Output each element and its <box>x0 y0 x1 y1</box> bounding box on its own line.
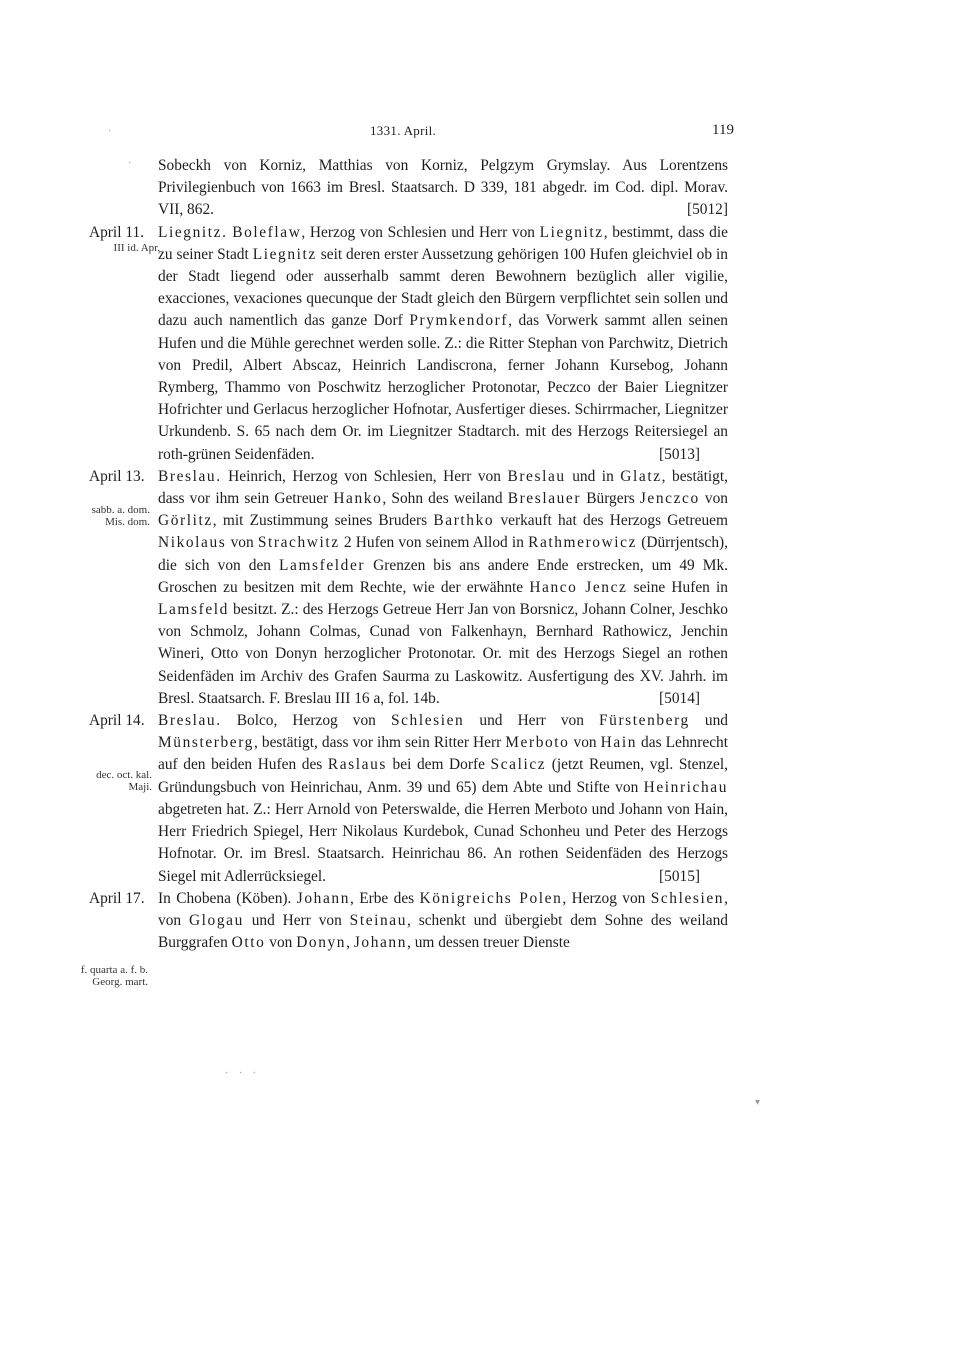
spaced-name: Jenczco <box>639 490 700 508</box>
entry-text: verkauft hat des Herzogs Getreuem <box>494 512 728 530</box>
entry-text: und Herr von <box>464 712 599 730</box>
entry-text: 2 Hufen von seinem Allod in <box>339 534 529 552</box>
entry-text: und in <box>565 467 621 485</box>
entry-place: Breslau. <box>158 467 222 485</box>
entry-text: und Herr von <box>243 911 350 929</box>
spaced-name: Merboto <box>505 734 570 752</box>
entry-text: , Erbe des <box>349 889 420 907</box>
spaced-name: Steinau <box>349 911 408 929</box>
entry-text: besitzt. Z.: des Herzogs Getreue Herr Jan von Borsnicz, Johann Colner, Jeschko von Schmolz, Johann Colmas, Cunad von Falkenhayn, Bernhard Rathowicz, Jenchin Wineri, Otto von Donyn herzoglicher Protonotar. Or. mit des Herzogs Siegel an rothen Seidenfäden im Archiv des Grafen Saurma zu Laskowitz. Ausfertigung des XV. Jahrh. im Bresl. Staatsarch. F. Breslau III 16 a, fol. 14b. <box>158 601 728 707</box>
entry-text: Heinrich, Herzog von Schlesien, Herr von <box>221 467 508 485</box>
entry-text: , mit Zustimmung seines Bruders <box>212 512 434 530</box>
entry-text: , das Vorwerk sammt allen seinen Hufen und die Mühle gerechnet werden solle. Z.: die Ritter Stephan von Parchwitz, Dietrich von Predil, Albert Abscaz, Heinrich Landiscrona, ferner Johann Kursebog, Johann Rymberg, Thammo von Poschwitz herzoglicher Protonotar, Peczco der Baier Liegnitzer Hofrichter und Gerlacus herzoglicher Hofnotar, Ausfertiger dieses. Schirrmacher, Liegnitzer Urkundenb. S. 65 nach dem Or. im Liegnitzer Stadtarch. mit des Herzogs Reitersiegel an roth-grünen Seidenfäden. <box>158 312 729 463</box>
spaced-name: Boleflaw <box>232 223 302 241</box>
entry-text: , Sohn des weiland <box>382 490 508 508</box>
spaced-name: Hanco Jencz <box>529 578 628 596</box>
spaced-name: Liegnitz <box>252 245 317 263</box>
entry-5016 <box>89 888 729 955</box>
running-title: 1331. April. <box>370 123 437 138</box>
margin-note-5014-text: sabb. a. dom. Mis. dom. <box>91 504 150 528</box>
scan-speck: ▾ <box>755 1097 761 1108</box>
spaced-name: Johann <box>353 934 408 952</box>
spaced-name: Glogau <box>188 911 244 929</box>
margin-note-5014 <box>70 504 150 528</box>
entry-text: bei dem Dorfe <box>386 756 491 774</box>
spaced-name: Strachwitz <box>257 534 340 552</box>
scan-speck: · <box>108 126 112 137</box>
entry-text: seine Hufen in <box>627 578 728 596</box>
spaced-name: Lamsfeld <box>158 601 229 619</box>
entry-text: , bestätigt, dass vor ihm sein Ritter Herr <box>253 734 506 752</box>
entry-text: seit deren erster Aussetzung gehörigen 100 Hufen gleichviel ob in der Stadt liegend oder ausserhalb sammt deren Bewohnern bezüglich aller vigilie, exacciones, vexaciones quecunque der Stadt gleich den Bürgern verpflichtet sein sollen und dazu auch namentlich das ganze Dorf <box>158 245 728 330</box>
entry-text: , <box>346 934 354 952</box>
entry-date: April 11. <box>89 223 145 241</box>
entry-text: , Herzog von Schlesien und Herr von <box>301 223 540 241</box>
entry-text: , schenkt und übergiebt dem Sohne des weiland Burggrafen <box>158 911 729 952</box>
spaced-name: Johann <box>296 889 350 907</box>
entry-text: von <box>699 490 728 508</box>
spaced-name: Hanko <box>333 490 383 508</box>
entry-place: Liegnitz. <box>158 223 228 241</box>
spaced-name: Scalicz <box>490 756 547 774</box>
spaced-name: Hain <box>600 734 637 752</box>
entry-text: von <box>265 934 297 952</box>
spaced-name: Nikolaus <box>158 534 227 552</box>
spaced-name: Münsterberg <box>158 734 254 752</box>
spaced-name: Königreichs Polen <box>419 889 563 907</box>
entry-5013: April 11. Liegnitz. Boleflaw, Herzog von Schlesien und Herr von Liegnitz, bestimmt, dass die zu seiner Stadt Liegnitz seit deren erster Aussetzung gehörigen 100 Hufen gleichviel ob in der Stadt liegend oder ausserhalb sammt deren Bewohnern bezüglich aller vigilie, exacciones, vexaciones quecunque der Stadt gleich den Bürgern verpflichtet sein sollen und dazu auch namentlich das ganze Dorf Prymkendorf, das Vorwerk sammt allen seinen Hufen und die Mühle gerechnet werden solle. Z.: die Ritter Stephan von Parchwitz, Dietrich von Predil, Albert Abscaz, Heinrich Landiscrona, ferner Johann Kursebog, Johann Rymberg, Thammo von Poschwitz herzoglicher Protonotar, Peczco der Baier Liegnitzer Hofrichter und Gerlacus herzoglicher Hofnotar, Ausfertiger dieses. Schirrmacher, Liegnitzer Urkundenb. S. 65 nach dem Or. im Liegnitzer Stadtarch. mit des Herzogs Reitersiegel an roth-grünen Seidenfäden. [5013] <box>89 223 729 463</box>
entry-text: , bestätigt, dass vor ihm sein Getreuer <box>158 467 728 508</box>
spaced-name: Görlitz <box>158 512 213 530</box>
page-number: 119 <box>712 122 734 138</box>
entry-text: und <box>689 712 728 730</box>
page-header <box>0 123 960 143</box>
margin-note-5013: III id. Apr. <box>113 242 160 254</box>
entry-date: April 13. <box>89 467 145 485</box>
entry-text: das Lehnrecht auf den beiden Hufen des <box>158 734 729 774</box>
spaced-name: Glatz <box>620 467 662 485</box>
margin-note-5015: dec. oct. kal. Maji. <box>96 769 152 793</box>
entry-text: , von <box>158 889 728 929</box>
spaced-name: Lamsfelder <box>279 556 366 574</box>
spaced-name: Donyn <box>296 934 347 952</box>
spaced-name: Barthko <box>433 512 495 530</box>
entry-ref-5012: [5012] <box>686 201 728 219</box>
prev-entry-text: Sobeckh von Korniz, Matthias von Korniz, Pelgzym Grymslay. Aus Lorentzens Privilegienbuch von 1663 im Bresl. Staatsarch. D 339, 181 abgedr. im Cod. dipl. Morav. VII, 862. <box>158 157 728 219</box>
spaced-name: Otto <box>231 934 266 952</box>
entry-text: von <box>226 534 258 552</box>
entry-text: (jetzt Reumen, vgl. Stenzel, Gründungsbuch von Heinrichau, Anm. 39 und 65) dem Abte und Stifte von <box>158 756 728 796</box>
margin-note-5016: f. quarta a. f. b. Georg. mart. <box>80 964 148 988</box>
scan-speck: · <box>128 158 132 169</box>
spaced-name: Breslauer <box>507 490 582 508</box>
entry-text: von <box>569 734 601 752</box>
spaced-name: Schlesien <box>390 712 465 730</box>
entry-place: Breslau. <box>158 712 222 730</box>
entry-date: April 14. <box>89 712 145 730</box>
entry-text: , Herzog von <box>562 889 651 907</box>
spaced-name: Schlesien <box>650 889 725 907</box>
spaced-name: Prymkendorf <box>409 312 509 330</box>
entry-text: , um dessen treuer Dienste <box>407 934 570 952</box>
spaced-name: Heinrichau <box>643 778 728 796</box>
entry-text: Bolco, Herzog von <box>221 712 391 730</box>
entry-text: Grenzen bis ans andere Ende erstrecken, um 49 Mk. Groschen zu besitzen mit dem Rechte, wie der erwähnte <box>158 556 728 596</box>
entry-place: In Chobena (Köben). <box>158 889 292 907</box>
prev-entry-tail <box>158 155 728 222</box>
spaced-name: Breslau <box>507 467 566 485</box>
entry-5014: April 13. Breslau. Heinrich, Herzog von Schlesien, Herr von Breslau und in Glatz, bestätigt, dass vor ihm sein Getreuer Hanko, Sohn des weiland Breslauer Bürgers Jenczco von Görlitz, mit Zustimmung seines Bruders Barthko verkauft hat des Herzogs Getreuem Nikolaus von Strachwitz 2 Hufen von seinem Allod in Rathmerowicz (Dürrjentsch), die sich von den Lamsfelder Grenzen bis ans andere Ende erstrecken, um 49 Mk. Groschen zu besitzen mit dem Rechte, wie der erwähnte Hanco Jencz seine Hufen in Lamsfeld besitzt. Z.: des Herzogs Getreue Herr Jan von Borsnicz, Johann Colner, Jeschko von Schmolz, Johann Colmas, Cunad von Falkenhayn, Bernhard Rathowicz, Jenchin Wineri, Otto von Donyn herzoglicher Protonotar. Or. mit des Herzogs Siegel an rothen Seidenfäden im Archiv des Grafen Saurma zu Laskowitz. Ausfertigung des XV. Jahrh. im Bresl. Staatsarch. F. Breslau III 16 a, fol. 14b. [5014] <box>89 467 728 707</box>
spaced-name: Fürstenberg <box>599 712 690 730</box>
entry-5015: April 14. Breslau. Bolco, Herzog von Schlesien und Herr von Fürstenberg und Münsterberg, bestätigt, dass vor ihm sein Ritter Herr Merboto von Hain das Lehnrecht auf den beiden Hufen des Raslaus bei dem Dorfe Scalicz (jetzt Reumen, vgl. Stenzel, Gründungsbuch von Heinrichau, Anm. 39 und 65) dem Abte und Stifte von Heinrichau abgetreten hat. Z.: Herr Arnold von Peterswalde, die Herren Merboto und Johann von Hain, Herr Friedrich Spiegel, Herr Nikolaus Kurdebok, Cunad Schonheu und Peter des Herzogs Hofnotar. Or. im Bresl. Staatsarch. Heinrichau 86. An rothen Seidenfäden des Herzogs Siegel mit Adlerrücksiegel. [5015] <box>89 712 729 885</box>
spaced-name: Raslaus <box>327 756 387 774</box>
entry-text: Bürgers <box>581 490 640 508</box>
spaced-name: Liegnitz <box>539 223 604 241</box>
entry-text: abgetreten hat. Z.: Herr Arnold von Peterswalde, die Herren Merboto und Johann von Hain, Herr Friedrich Spiegel, Herr Nikolaus Kurdebok, Cunad Schonheu und Peter des Herzogs Hofnotar. Or. im Bresl. Staatsarch. Heinrichau 86. An rothen Seidenfäden des Herzogs Siegel mit Adlerrücksiegel. <box>158 800 728 885</box>
entry-text: , bestimmt, dass die zu seiner Stadt <box>158 223 728 263</box>
entry-text: (Dürrjentsch), die sich von den <box>158 534 728 574</box>
entry-date: April 17. <box>89 889 145 907</box>
spaced-name: Rathmerowicz <box>528 534 638 552</box>
scan-speck: · · · <box>225 1068 260 1079</box>
